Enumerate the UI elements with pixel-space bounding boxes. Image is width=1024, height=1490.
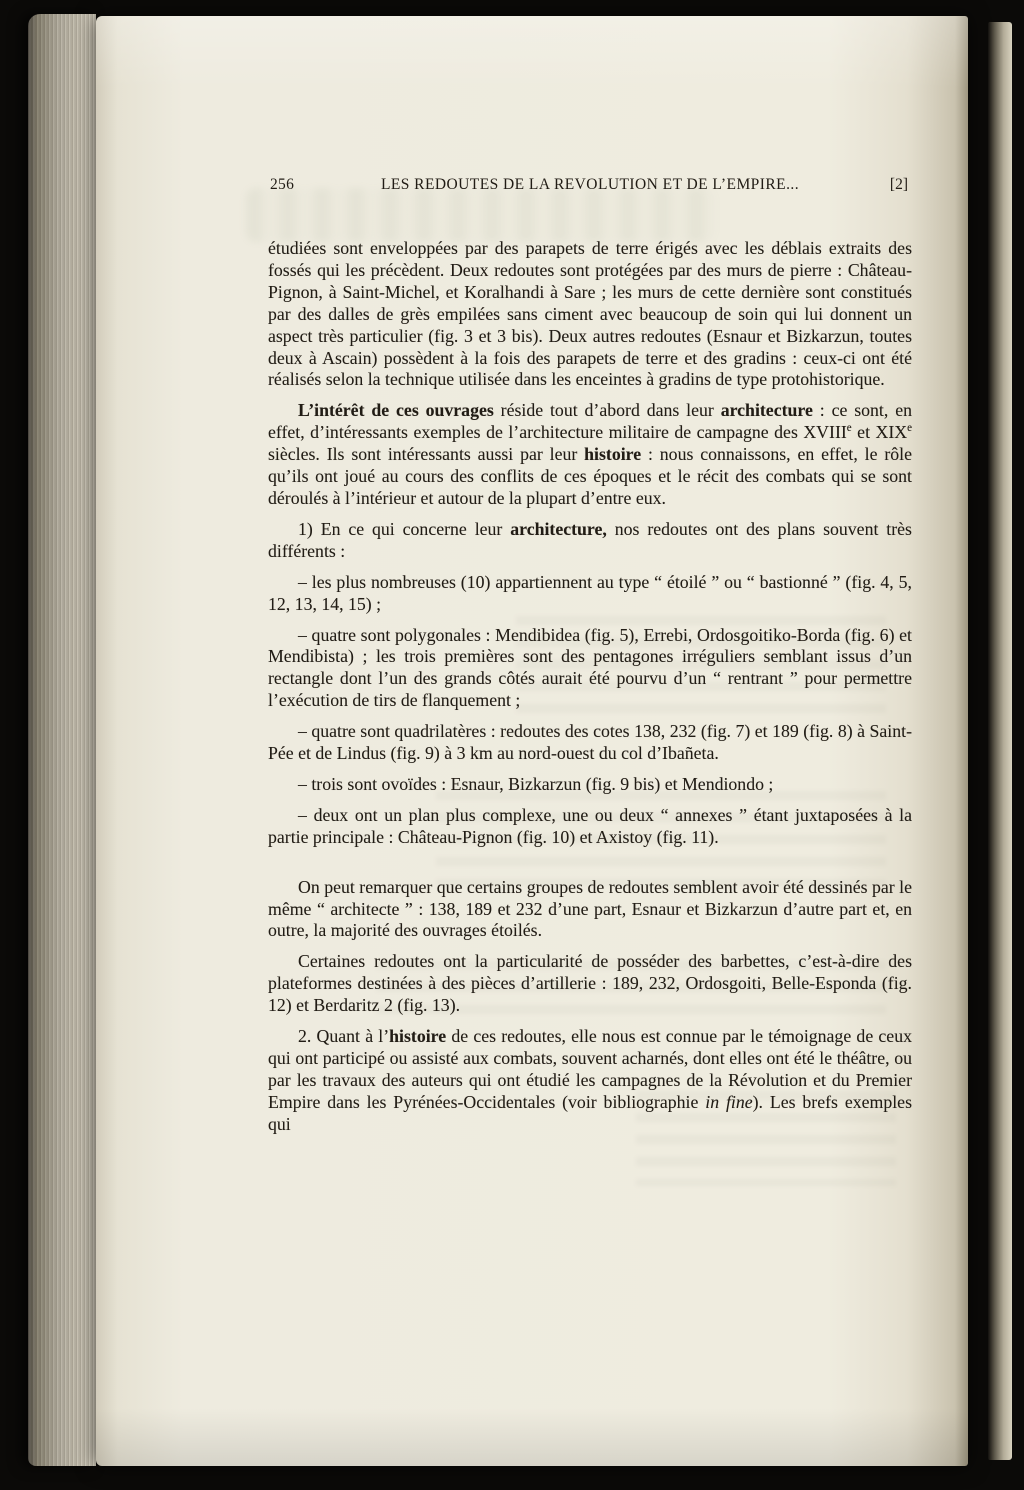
text-segment: L’intérêt de ces ouvrages (298, 400, 494, 421)
text-segment: Certaines redoutes ont la particularité de posséder des barbettes, c’est-à-dire des plateformes destinées à des pièces d’artillerie : 189, 232, Ordosgoiti, Belle-Esponda (fig. 12) et Berdaritz 2 (fig. 13). (268, 951, 912, 1016)
list-item-ovoides (268, 774, 912, 796)
paragraph-barbettes (268, 951, 912, 1017)
list-item-quadrilateres (268, 721, 912, 765)
text-segment: de ces redoutes, elle nous est connue par le témoignage de ceux qui ont participé ou assisté aux combats, souvent acharnés, dont elles ont été le théâtre, ou par les travaux des auteurs qui ont étudié les campagnes de la Révolution et du Premier Empire dans les Pyrénées-Occidentales (voir bibliographie (268, 1026, 912, 1112)
facing-page-edge (988, 22, 1012, 1460)
book-page (96, 16, 968, 1466)
text-segment: 1) En ce qui concerne leur (298, 518, 511, 539)
list-item-polygonales (268, 625, 912, 713)
text-segment: – trois sont ovoïdes : Esnaur, Bizkarzun (fig. 9 bis) et Mendiondo ; (298, 773, 774, 794)
list-item-etoile (268, 572, 912, 616)
text-segment: réside tout d’abord dans leur (493, 400, 721, 421)
page-edge-stack (28, 14, 96, 1466)
text-segment: – quatre sont polygonales : Mendibidea (fig. 5), Errebi, Ordosgoitiko-Borda (fig. 6) et Mendibista) ; les trois premières sont des pentagones irréguliers semblant issus d’un rectangle dont l’un des grands côtés aurait été pourvu d’un “ rentrant ” pour permettre l’exécution de tirs de flanquement ; (268, 624, 912, 711)
text-segment: siècles. Ils sont intéressants aussi par leur (268, 444, 585, 465)
running-title: LES REDOUTES DE LA REVOLUTION ET DE L’EMPIRE... (380, 176, 800, 193)
text-segment: : ce sont, en effet, d’intéressants exemples de l’architecture militaire de campagne des XVIII (268, 400, 912, 443)
text-segment: histoire (389, 1026, 447, 1047)
text-segment: architecture (720, 400, 813, 421)
text-segment: e (907, 422, 912, 435)
text-segment: nos redoutes ont des plans souvent très différents : (268, 518, 912, 561)
paragraph-continuation (268, 238, 912, 391)
text-segment: – quatre sont quadrilatères : redoutes des cotes 138, 232 (fig. 7) et 189 (fig. 8) à Saint-Pée et de Lindus (fig. 9) à 3 km au nord-ouest du col d’Ibañeta. (268, 721, 912, 764)
text-segment: e (846, 422, 852, 435)
list-item-complexe (268, 805, 912, 849)
paragraph-interet (268, 400, 912, 510)
text-segment: ). Les brefs exemples qui (268, 1091, 912, 1134)
text-segment: histoire (584, 444, 642, 465)
text-segment: – deux ont un plan plus complexe, une ou deux “ annexes ” étant juxtaposées à la partie principale : Château-Pignon (fig. 10) et Axistoy (fig. 11). (268, 804, 912, 847)
text-segment: architecture, (510, 518, 607, 539)
text-segment: in fine (705, 1091, 753, 1112)
paragraph-meme-architecte (268, 877, 912, 943)
text-segment: – les plus nombreuses (10) appartiennent au type “ étoilé ” ou “ bastionné ” (fig. 4, 5, 12, 13, 14, 15) ; (268, 571, 912, 614)
page-header (268, 176, 912, 196)
text-segment: : nous connaissons, en effet, le rôle qu’ils ont joué au cours des conflits de ces époques et le récit des combats qui se sont déroulés à l’intérieur et autour de la plupart d’entre eux. (268, 444, 912, 508)
text-segment: 2. Quant à l’ (298, 1026, 390, 1047)
text-segment: étudiées sont enveloppées par des parapets de terre érigés avec les déblais extraits des fossés qui les précèdent. Deux redoutes sont protégées par des murs de pierre : Château-Pignon, à Saint-Michel, et Koralhandi à Sare ; les murs de cette dernière sont constitués par des dalles de grès empilées sans ciment avec beaucoup de soin qui lui donnent un aspect très particulier (fig. 3 et 3 bis). Deux autres redoutes (Esnaur et Bizkarzun, toutes deux à Ascain) possèdent à la fois des parapets de terre et des gradins : ceux-ci ont été réalisés selon la technique utilisée dans les enceintes à gradins de type protohistorique. (268, 238, 912, 390)
page-number: 256 (270, 176, 295, 193)
text-segment: On peut remarquer que certains groupes de redoutes semblent avoir été dessinés par le même “ architecte ” : 138, 189 et 232 d’une part, Esnaur et Bizkarzun d’autre part et, en outre, la majorité des ouvrages étoilés. (268, 876, 912, 941)
body-text (268, 238, 912, 1136)
paragraph-histoire (268, 1026, 912, 1136)
paragraph-architecture-intro (268, 519, 912, 563)
text-segment: et XIX (851, 422, 908, 443)
column-marker: [2] (889, 176, 908, 193)
page-content (268, 176, 912, 1136)
